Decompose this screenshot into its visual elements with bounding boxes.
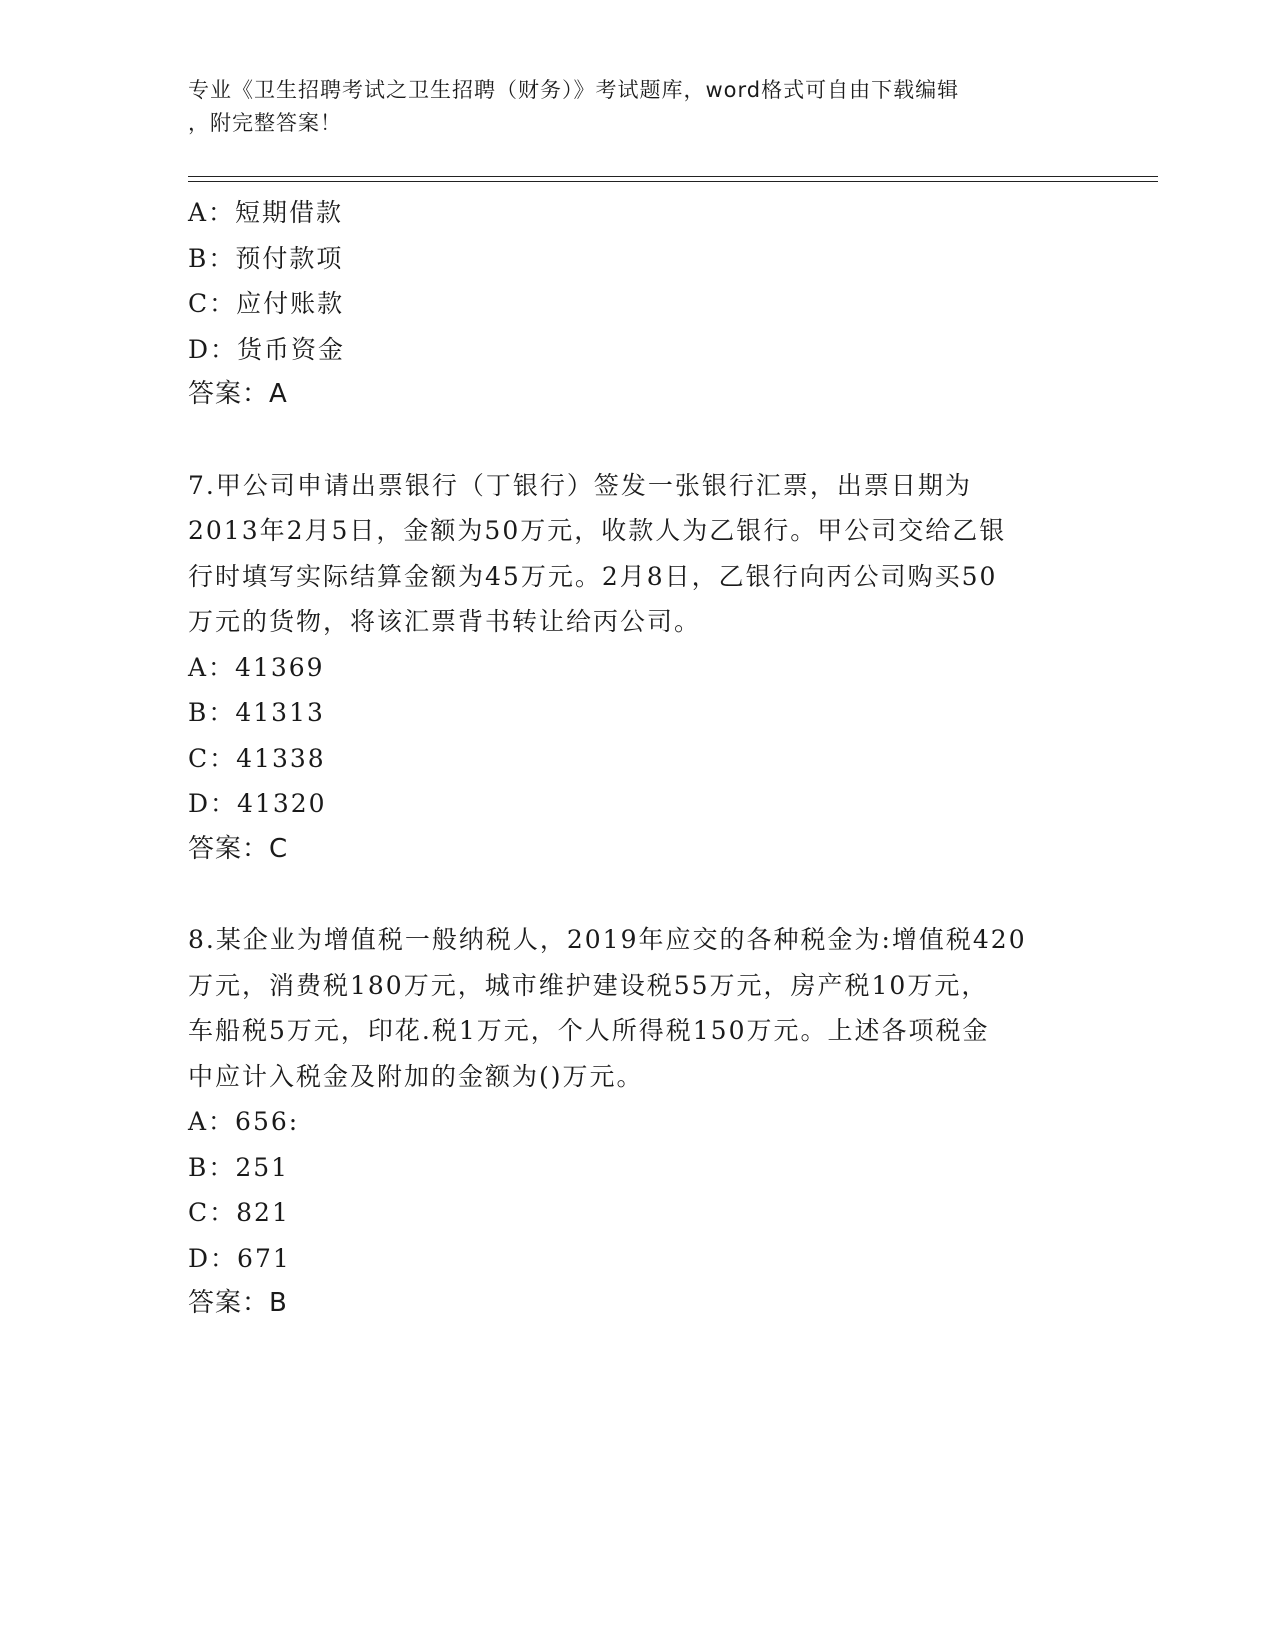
option-a: A：短期借款 xyxy=(188,198,344,227)
document-header xyxy=(188,74,1068,140)
answer: 答案：C xyxy=(188,833,289,864)
spacer xyxy=(188,872,1088,917)
option-b: B：41313 xyxy=(188,698,325,727)
option-b: B：251 xyxy=(188,1152,290,1182)
question-text-line: 8.某企业为增值税一般纳税人，2019年应交的各种税金为:增值税420 xyxy=(188,925,1027,954)
option-a: A：41369 xyxy=(188,652,325,682)
option-c: C：821 xyxy=(188,1198,290,1227)
header-rule-bottom xyxy=(188,181,1158,182)
question-text-line: 万元的货物，将该汇票背书转让给丙公司。 xyxy=(188,607,702,636)
option-d: D：货币资金 xyxy=(188,334,346,364)
question-text-line: 中应计入税金及附加的金额为()万元。 xyxy=(188,1061,644,1091)
header-line-1: 专业《卫生招聘考试之卫生招聘（财务）》考试题库，word格式可自由下载编辑 xyxy=(188,78,960,102)
question-text-line: 2013年2月5日，金额为50万元，收款人为乙银行。甲公司交给乙银 xyxy=(188,516,1007,545)
answer: 答案：B xyxy=(188,1288,288,1318)
question-8 xyxy=(188,917,1088,1327)
spacer xyxy=(188,418,1088,463)
question-6 xyxy=(188,190,1088,418)
option-b: B：预付款项 xyxy=(188,243,344,273)
option-d: D：671 xyxy=(188,1243,291,1273)
option-a: A：656: xyxy=(188,1107,300,1136)
question-text-line: 行时填写实际结算金额为45万元。2月8日，乙银行向丙公司购买50 xyxy=(188,561,998,591)
answer: 答案：A xyxy=(188,379,288,409)
question-7 xyxy=(188,463,1088,873)
document-body xyxy=(188,190,1088,1327)
question-text-line: 车船税5万元，印花.税1万元，个人所得税150万元。上述各项税金 xyxy=(188,1016,990,1045)
question-text-line: 7.甲公司申请出票银行（丁银行）签发一张银行汇票，出票日期为 xyxy=(188,470,972,500)
header-line-2: ，附完整答案！ xyxy=(188,111,342,135)
option-c: C：41338 xyxy=(188,743,326,773)
option-d: D：41320 xyxy=(188,789,327,818)
question-text-line: 万元，消费税180万元，城市维护建设税55万元，房产税10万元， xyxy=(188,970,989,1000)
option-c: C：应付账款 xyxy=(188,289,345,318)
header-rule-top xyxy=(188,176,1158,177)
